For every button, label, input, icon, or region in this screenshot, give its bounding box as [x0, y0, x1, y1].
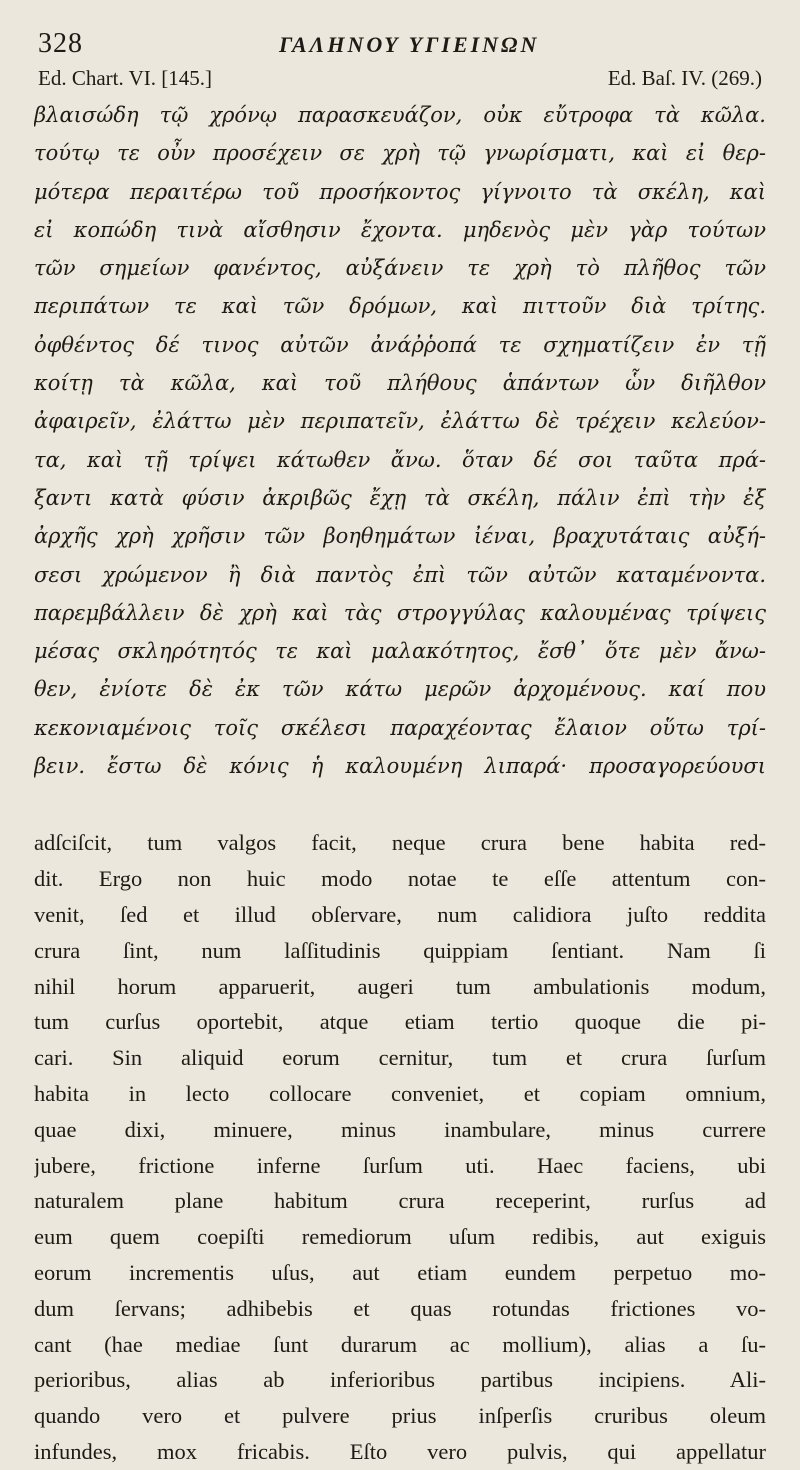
edition-reference-line: [34, 64, 766, 94]
latin-text-line: dum ſervans; adhibebis et quas rotundas frictiones vo-: [34, 1295, 766, 1321]
greek-text-line: βλαισώδη τῷ χρόνῳ παρασκευάζον, οὐκ εὔτροφα τὰ κῶλα.: [34, 103, 766, 127]
greek-text-line: ξαντι κατὰ φύσιν ἀκριβῶς ἔχῃ τὰ σκέλη, πάλιν ἐπὶ τὴν ἐξ: [34, 485, 766, 510]
greek-text-line: μότερα περαιτέρω τοῦ προσήκοντος γίγνοιτο τὰ σκέλη, καὶ: [34, 179, 766, 204]
latin-text-line: tum curſus oportebit, atque etiam tertio quoque die pi-: [34, 1009, 766, 1035]
greek-text-line: τούτῳ τε οὖν προσέχειν σε χρὴ τῷ γνωρίσματι, καὶ εἰ θερ-: [34, 141, 766, 166]
greek-text-line: σεσι χρώμενον ἢ διὰ παντὸς ἐπὶ τῶν αὐτῶν καταμένοντα.: [34, 562, 766, 587]
greek-text-line: ὀφθέντος δέ τινος αὐτῶν ἀνάῤῥοπά τε σχηματίζειν ἐν τῇ: [34, 332, 766, 357]
greek-text-line: τα, καὶ τῇ τρίψει κάτωθεν ἄνω. ὅταν δέ σοι ταῦτα πρά-: [34, 447, 766, 472]
edition-basel-reference: Ed. Baſ. IV. (269.): [607, 66, 762, 90]
latin-text-line: habita in lecto collocare conveniet, et copiam omnium,: [34, 1080, 766, 1106]
greek-text-line: τῶν σημείων φανέντος, αὐξάνειν τε χρὴ τὸ πλῆθος τῶν: [34, 256, 766, 281]
latin-text-line: naturalem plane habitum crura receperint, rurſus ad: [34, 1188, 766, 1214]
latin-text-line: quae dixi, minuere, minus inambulare, minus currere: [34, 1116, 766, 1142]
greek-text-line: βειν. ἔστω δὲ κόνις ἡ καλουμένη λιπαρά· προσαγορεύουσι: [34, 754, 766, 779]
latin-text-line: cant (hae mediae ſunt durarum ac mollium), alias a ſu-: [34, 1331, 766, 1357]
block-separator: [34, 785, 766, 825]
page-number: 328: [38, 28, 83, 59]
latin-text-line: crura ſint, num laſſitudinis quippiam ſentiant. Nam ſi: [34, 937, 766, 963]
latin-text-line: cari. Sin aliquid eorum cernitur, tum et crura ſurſum: [34, 1045, 766, 1071]
latin-text-line: eorum incrementis uſus, aut etiam eundem perpetuo mo-: [34, 1259, 766, 1285]
latin-text-line: perioribus, alias ab inferioribus partibus incipiens. Ali-: [34, 1367, 766, 1393]
greek-text-line: κοίτῃ τὰ κῶλα, καὶ τοῦ πλήθους ἁπάντων ὧν διῆλθον: [34, 371, 766, 396]
greek-text-line: μέσας σκληρότητός τε καὶ μαλακότητος, ἔσθ᾽ ὅτε μὲν ἄνω-: [34, 639, 766, 664]
latin-text-line: infundes, mox fricabis. Eſto vero pulvis, qui appellatur: [34, 1438, 766, 1464]
greek-text-line: περιπάτων τε καὶ τῶν δρόμων, καὶ πιττοῦν διὰ τρίτης.: [34, 294, 766, 319]
latin-text-line: eum quem coepiſti remediorum uſum redibis, aut exiguis: [34, 1224, 766, 1250]
running-head: [34, 24, 766, 64]
greek-text-block: [34, 96, 766, 785]
greek-text-line: εἰ κοπώδη τινὰ αἴσθησιν ἔχοντα. μηδενὸς μὲν γὰρ τούτων: [34, 217, 766, 242]
running-title: ΓΑΛΗΝΟΥ ΥΓΙΕΙΝΩΝ: [279, 32, 540, 57]
greek-text-line: θεν, ἐνίοτε δὲ ἐκ τῶν κάτω μερῶν ἀρχομένους. καί που: [34, 677, 766, 702]
greek-text-line: ἀφαιρεῖν, ἐλάττω μὲν περιπατεῖν, ἐλάττω δὲ τρέχειν κελεύον-: [34, 409, 766, 434]
latin-text-line: nihil horum apparuerit, augeri tum ambulationis modum,: [34, 973, 766, 999]
greek-text-line: ἀρχῆς χρὴ χρῆσιν τῶν βοηθημάτων ἰέναι, βραχυτάταις αὐξή-: [34, 524, 766, 549]
latin-text-line: dit. Ergo non huic modo notae te eſſe attentum con-: [34, 866, 766, 892]
latin-text-line: venit, ſed et illud obſervare, num calidiora juſto reddita: [34, 901, 766, 927]
latin-text-line: jubere, frictione inferne ſurſum uti. Haec faciens, ubi: [34, 1152, 766, 1178]
latin-text-block: [34, 825, 766, 1469]
greek-text-line: παρεμβάλλειν δὲ χρὴ καὶ τὰς στρογγύλας καλουμένας τρίψεις: [34, 600, 766, 625]
latin-text-line: quando vero et pulvere prius inſperſis cruribus oleum: [34, 1403, 766, 1429]
greek-text-line: κεκονιαμένοις τοῖς σκέλεσι παραχέοντας ἔλαιον οὕτω τρί-: [34, 715, 766, 740]
latin-text-line: adſciſcit, tum valgos facit, neque crura bene habita red-: [34, 830, 766, 856]
edition-chartier-reference: Ed. Chart. VI. [145.]: [38, 66, 212, 90]
